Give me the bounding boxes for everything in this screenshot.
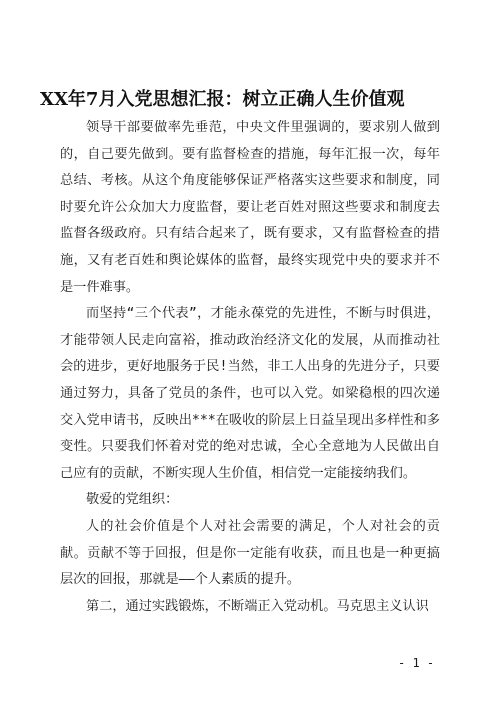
body-paragraph: 而坚持“三个代表”，才能永葆党的先进性，不断与时俱进，才能带领人民走向富裕，推动政治经济文化的发展，从而推动社会的进步，更好地服务于民!当然，非工人出身的先进分子，只要通过努力，具备了党员的条件，也可以入党。如梁稳根的四次递交入党申请书，反映出***在吸收的阶层上日益呈现出多样性和多变性。只要我们怀着对党的绝对忠诚，全心全意地为人民做出自己应有的贡献，不断实现人生价值，相信党一定能接纳我们。 xyxy=(60,306,440,481)
document-body xyxy=(60,115,440,620)
body-paragraph: 人的社会价值是个人对社会需要的满足，个人对社会的贡献。贡献不等于回报，但是你一定能有收获，而且也是一种更搞层次的回报，那就是——个人素质的提升。 xyxy=(60,518,440,588)
body-paragraph: 敬爱的党组织： xyxy=(86,492,179,508)
body-paragraph: 领导干部要做率先垂范，中央文件里强调的，要求别人做到的，自己要先做到。要有监督检查的措施，每年汇报一次，每年总结、考核。从这个角度能够保证严格落实这些要求和制度，同时要允许公众加大力度监督，要让老百姓对照这些要求和制度去监督各级政府。只有结合起来了，既有要求，又有监督检查的措施，又有老百姓和舆论媒体的监督，最终实现党中央的要求并不是一件难事。 xyxy=(60,120,440,295)
body-paragraph: 第二，通过实践锻炼，不断端正入党动机。马克思主义认识 xyxy=(86,598,429,614)
document-title: XX年7月入党思想汇报：树立正确人生价值观 xyxy=(40,89,405,110)
page-number: - 1 - xyxy=(398,656,435,670)
